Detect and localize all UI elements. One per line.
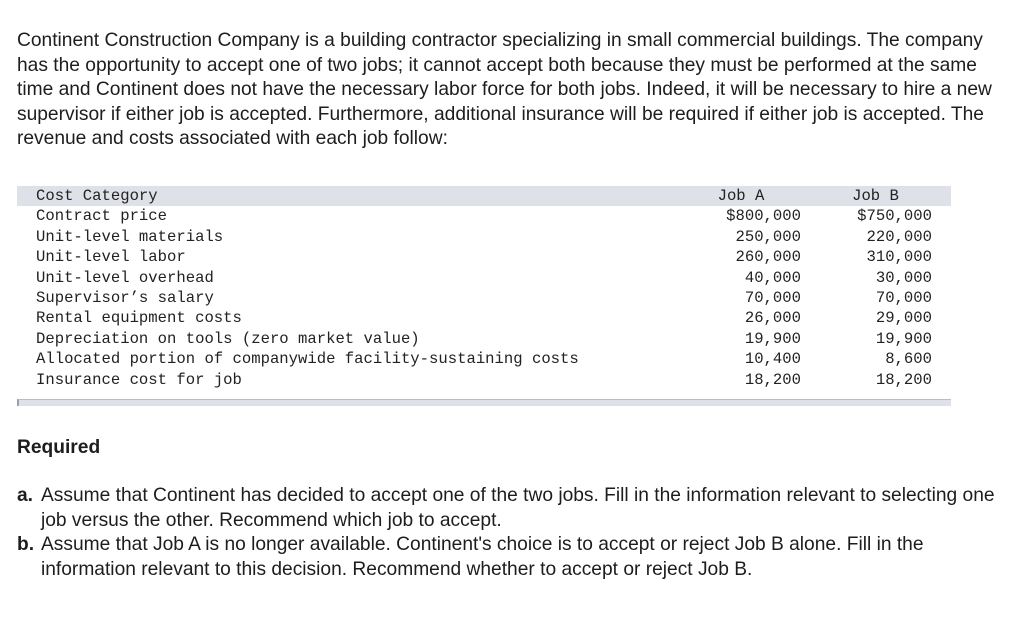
question-text: Assume that Job A is no longer available. Continent's choice is to accept or reject Job B alone. Fill in the information relevant to this decision. Recommend whether to accept or reject Job B. bbox=[41, 534, 924, 580]
intro-paragraph: Continent Construction Company is a building contractor specializing in small commercial buildings. The company has the opportunity to accept one of two jobs; it cannot accept both because they must be performed at the same time and Continent does not have the necessary labor force for both jobs. Indeed, it will be necessary to hire a new supervisor if either job is accepted. Furthermore, additional insurance will be required if either job is accepted. The revenue and costs associated with each job follow: bbox=[17, 30, 992, 150]
table-row bbox=[17, 288, 951, 308]
cost-category-cell: Unit-level overhead bbox=[36, 268, 214, 287]
job-a-value-cell: 70,000 bbox=[744, 289, 801, 308]
table-row bbox=[17, 268, 951, 288]
job-b-value-cell: 8,600 bbox=[885, 350, 932, 369]
job-b-value-cell: 19,900 bbox=[875, 329, 932, 348]
job-a-value-cell: 19,900 bbox=[744, 329, 801, 348]
job-a-value-cell: 26,000 bbox=[744, 309, 801, 328]
job-b-value-cell: $750,000 bbox=[857, 207, 932, 226]
job-b-value-cell: 18,200 bbox=[875, 370, 932, 389]
job-a-value-cell: 260,000 bbox=[735, 248, 801, 267]
job-a-value-cell: 250,000 bbox=[735, 227, 801, 246]
table-row bbox=[17, 308, 951, 328]
cost-category-cell: Supervisor’s salary bbox=[36, 289, 214, 308]
header-cost-category: Cost Category bbox=[36, 187, 158, 205]
table-row bbox=[17, 247, 951, 267]
job-b-value-cell: 30,000 bbox=[875, 268, 932, 287]
cost-category-cell: Rental equipment costs bbox=[36, 309, 242, 328]
question-label: b. bbox=[17, 534, 35, 555]
table-row bbox=[17, 349, 951, 369]
cost-table-container bbox=[17, 186, 951, 406]
job-a-value-cell: 18,200 bbox=[744, 370, 801, 389]
table-header-row bbox=[17, 186, 951, 206]
job-b-value-cell: 70,000 bbox=[875, 289, 932, 308]
job-a-value-cell: $800,000 bbox=[726, 207, 801, 226]
question-b bbox=[17, 533, 1007, 582]
job-a-value-cell: 40,000 bbox=[744, 268, 801, 287]
question-label: a. bbox=[17, 485, 34, 506]
table-row bbox=[17, 206, 951, 226]
cost-category-cell: Insurance cost for job bbox=[36, 370, 242, 389]
header-job-a: Job A bbox=[717, 187, 765, 205]
table-row bbox=[17, 329, 951, 349]
table-row bbox=[17, 370, 951, 390]
question-list bbox=[17, 484, 1007, 582]
cost-category-cell: Unit-level materials bbox=[36, 227, 224, 246]
job-a-value-cell: 10,400 bbox=[744, 350, 801, 369]
job-b-value-cell: 310,000 bbox=[866, 248, 932, 267]
header-job-b: Job B bbox=[852, 187, 899, 205]
cost-category-cell: Unit-level labor bbox=[36, 248, 186, 267]
job-b-value-cell: 220,000 bbox=[866, 227, 932, 246]
cost-category-cell: Contract price bbox=[36, 207, 168, 226]
table-row bbox=[17, 227, 951, 247]
table-body bbox=[17, 206, 951, 390]
question-text: Assume that Continent has decided to accept one of the two jobs. Fill in the information relevant to selecting one job versus the other. Recommend which job to accept. bbox=[41, 485, 995, 531]
cost-table bbox=[17, 186, 951, 390]
table-bottom-bar bbox=[17, 399, 951, 406]
job-b-value-cell: 29,000 bbox=[875, 309, 932, 328]
cost-category-cell: Depreciation on tools (zero market value) bbox=[36, 329, 420, 348]
cost-category-cell: Allocated portion of companywide facility-sustaining costs bbox=[36, 350, 579, 369]
question-a bbox=[17, 484, 1007, 533]
required-heading: Required bbox=[17, 437, 101, 458]
